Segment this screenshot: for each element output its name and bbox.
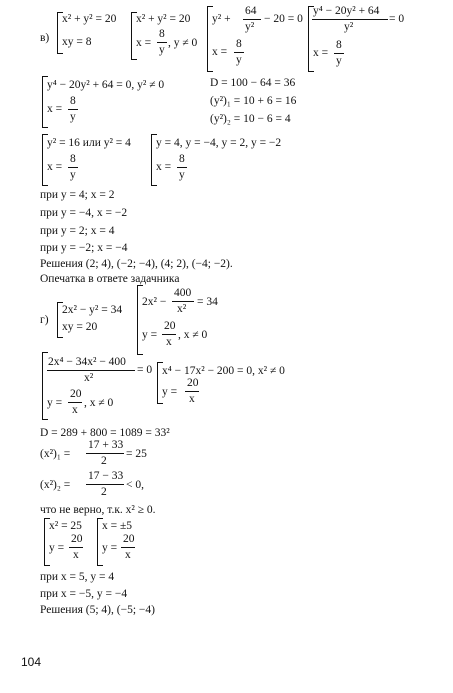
- fraction-numerator: 400: [174, 287, 192, 299]
- fraction-numerator: 64: [245, 5, 257, 17]
- equation: xy = 20: [62, 321, 98, 333]
- fraction-denominator: x: [72, 404, 78, 416]
- fraction-denominator: x: [166, 336, 172, 348]
- equation: x =: [313, 47, 329, 59]
- equation: x² + y² = 20: [136, 13, 191, 25]
- equation: x² = 25: [49, 520, 82, 532]
- fraction-bar: [334, 53, 344, 54]
- fraction-denominator: x: [189, 393, 195, 405]
- fraction-numerator: 17 + 33: [88, 439, 124, 451]
- case-line: при x = −5, y = −4: [40, 588, 128, 600]
- equation: x = ±5: [102, 520, 133, 532]
- equation: , x ≠ 0: [178, 329, 208, 341]
- root: (x²)₂ =: [40, 479, 71, 491]
- solution: Решения (5; 4), (−5; −4): [40, 604, 155, 616]
- equation: y² +: [212, 13, 231, 25]
- equation: y = 4, y = −4, y = 2, y = −2: [156, 137, 282, 149]
- fraction-denominator: x²: [177, 303, 187, 315]
- equation: 2x² −: [142, 296, 167, 308]
- discriminant: D = 289 + 800 = 1089 = 33²: [40, 427, 170, 439]
- fraction-denominator: 2: [101, 486, 107, 498]
- equation: y =: [47, 397, 63, 409]
- root: (x²)₁ =: [40, 448, 71, 460]
- fraction-denominator: y: [70, 111, 76, 123]
- fraction-numerator: 8: [236, 38, 242, 50]
- fraction-denominator: y: [70, 169, 76, 181]
- page-number: 104: [21, 655, 42, 669]
- equation: y² = 16 или y² = 4: [47, 137, 131, 149]
- fraction-bar: [68, 167, 78, 168]
- equation: x =: [212, 46, 228, 58]
- fraction-denominator: y²: [245, 21, 255, 33]
- equation: , y ≠ 0: [168, 37, 198, 49]
- equation: y =: [102, 542, 118, 554]
- fraction-numerator: 8: [336, 39, 342, 51]
- equation: xy = 8: [62, 36, 92, 48]
- equation: , x ≠ 0: [84, 397, 114, 409]
- case-line: при y = 2; x = 4: [40, 225, 115, 237]
- fraction-bar: [243, 19, 261, 20]
- fraction-numerator: 17 − 33: [88, 470, 124, 482]
- equation: = 34: [197, 296, 218, 308]
- solution: Решения (2; 4), (−2; −4), (4; 2), (−4; −2).: [40, 258, 233, 270]
- equation: x =: [136, 37, 152, 49]
- fraction-numerator: 8: [179, 153, 185, 165]
- fraction-bar: [69, 547, 83, 548]
- equation: x =: [47, 103, 63, 115]
- root: < 0,: [126, 479, 144, 491]
- equation: x⁴ − 17x² − 200 = 0, x² ≠ 0: [162, 365, 285, 377]
- root: = 25: [126, 448, 147, 460]
- equation: y =: [49, 542, 65, 554]
- fraction-numerator: 20: [164, 320, 176, 332]
- fraction-bar: [86, 453, 124, 454]
- case-line: при y = −2; x = −4: [40, 242, 128, 254]
- fraction-bar: [157, 42, 167, 43]
- equation: x =: [156, 161, 172, 173]
- equation: y =: [142, 329, 158, 341]
- equation: − 20 = 0: [264, 13, 303, 25]
- fraction-numerator: 20: [187, 377, 199, 389]
- fraction-bar: [185, 391, 199, 392]
- fraction-bar: [234, 52, 244, 53]
- equation: y⁴ − 20y² + 64 = 0, y² ≠ 0: [47, 79, 165, 91]
- fraction-bar: [162, 334, 176, 335]
- fraction-denominator: x²: [84, 372, 94, 384]
- root: (y²)₂ = 10 − 6 = 4: [210, 113, 291, 125]
- fraction-numerator: 20: [70, 388, 82, 400]
- typo-note: Опечатка в ответе задачника: [40, 273, 180, 285]
- fraction-bar: [172, 301, 194, 302]
- fraction-denominator: y²: [344, 21, 354, 33]
- fraction-numerator: y⁴ − 20y² + 64: [313, 5, 380, 17]
- fraction-numerator: 8: [70, 153, 76, 165]
- note: что не верно, т.к. x² ≥ 0.: [40, 504, 156, 516]
- equation: 2x² − y² = 34: [62, 304, 123, 316]
- fraction-bar: [121, 547, 135, 548]
- fraction-numerator: 2x⁴ − 34x² − 400: [48, 356, 126, 368]
- fraction-bar: [177, 167, 187, 168]
- fraction-bar: [86, 484, 124, 485]
- fraction-bar: [68, 109, 78, 110]
- fraction-denominator: 2: [101, 455, 107, 467]
- equation: x =: [47, 161, 63, 173]
- fraction-numerator: 8: [159, 28, 165, 40]
- part-v-label: в): [40, 32, 50, 44]
- fraction-denominator: y: [336, 55, 342, 67]
- fraction-denominator: x: [73, 549, 79, 561]
- fraction-bar: [47, 370, 135, 371]
- fraction-denominator: x: [125, 549, 131, 561]
- case-line: при x = 5, y = 4: [40, 571, 115, 583]
- part-g-label: г): [40, 314, 49, 326]
- equation: = 0: [389, 13, 405, 25]
- fraction-bar: [312, 19, 388, 20]
- equation: y =: [162, 386, 178, 398]
- case-line: при y = −4, x = −2: [40, 207, 128, 219]
- equation: = 0: [137, 364, 153, 376]
- case-line: при y = 4; x = 2: [40, 189, 115, 201]
- discriminant: D = 100 − 64 = 36: [210, 77, 296, 89]
- fraction-bar: [68, 402, 82, 403]
- equation: x² + y² = 20: [62, 13, 117, 25]
- fraction-numerator: 8: [70, 95, 76, 107]
- fraction-denominator: y: [236, 54, 242, 66]
- root: (y²)₁ = 10 + 6 = 16: [210, 95, 297, 107]
- fraction-numerator: 20: [123, 533, 135, 545]
- fraction-denominator: y: [159, 44, 165, 56]
- fraction-numerator: 20: [71, 533, 83, 545]
- fraction-denominator: y: [179, 169, 185, 181]
